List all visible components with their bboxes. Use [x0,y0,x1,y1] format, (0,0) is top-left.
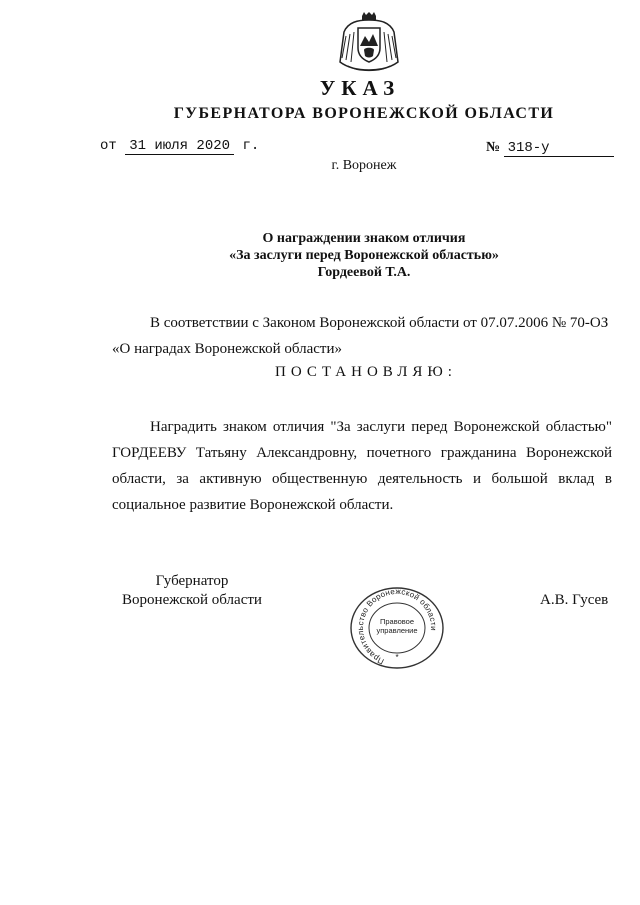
official-stamp [346,586,448,670]
stamp-star: * [395,653,399,662]
subject-heading [0,230,640,281]
signature-role-line: Губернатор [155,573,229,589]
subject-line: «За заслуги перед Воронежской областью» [229,248,499,263]
signature-role [112,572,272,610]
document-title: УКАЗ [319,76,401,100]
preamble-text: В соответствии с Законом Воронежской области от 07.07.2006 № 70-ОЗ «О наградах Воронежской области» [112,315,609,357]
decision-paragraph [112,414,612,518]
stamp-inner-line: управление [376,626,418,635]
number-line [486,140,614,157]
decision-text: Наградить знаком отличия "За заслуги перед Воронежской областью" ГОРДЕЕВУ Татьяну Александровну, почетного гражданина Воронежской области, за активную общественную деятельность и большой вклад в социальное развитие Воронежской области. [112,419,612,513]
date-value: 31 июля 2020 [125,139,234,155]
city-label: г. Воронеж [331,158,397,173]
document-subtitle: ГУБЕРНАТОРА ВОРОНЕЖСКОЙ ОБЛАСТИ [173,105,555,122]
subject-line: О награждении знаком отличия [262,231,466,246]
decree-word: ПОСТАНОВЛЯЮ: [275,364,457,380]
date-prefix: от [100,138,117,154]
coat-of-arms-icon [334,12,404,76]
subject-line: Гордеевой Т.А. [317,265,411,280]
signature-name: А.В. Гусев [540,592,609,608]
stamp-inner-line: Правовое [379,617,415,626]
signature-role-line: Воронежской области [122,592,262,608]
date-suffix: г. [242,138,260,154]
stamp-inner-text [376,617,418,635]
stamp-ring-text: Правительство Воронежской области [356,586,439,666]
preamble-paragraph [112,310,612,362]
number-sign: № [486,140,501,155]
number-value: 318-у [504,141,614,157]
date-line [100,138,259,155]
